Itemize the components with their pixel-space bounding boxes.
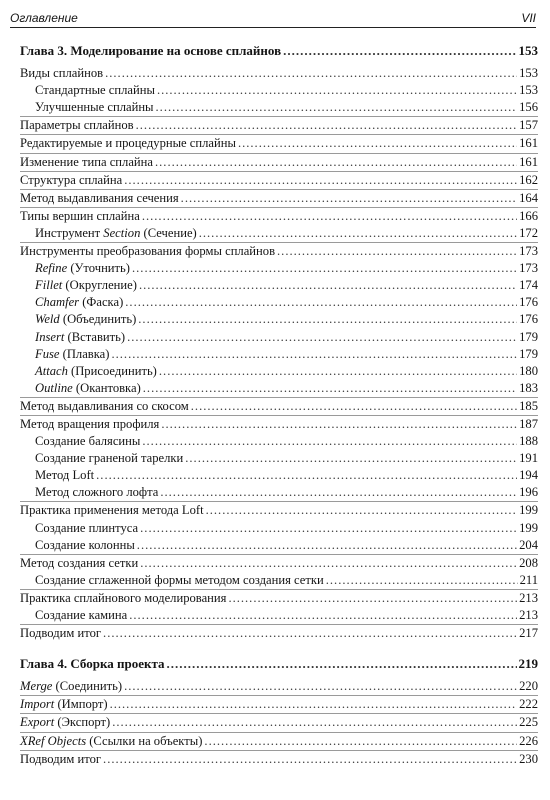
dot-leader [326, 572, 518, 589]
toc-entry-page-number: 173 [519, 261, 538, 276]
toc-entry-title [35, 467, 94, 484]
toc-entry-title [20, 678, 122, 695]
toc-entry-page-number: 176 [519, 295, 538, 310]
dot-leader [127, 329, 517, 346]
toc-entry-page-number: 219 [518, 656, 538, 672]
toc-entry[interactable] [20, 363, 538, 380]
toc-entry-page-number: 208 [519, 555, 538, 570]
toc-entry-title-rest: (Объединить) [59, 312, 137, 327]
toc-entry[interactable] [20, 572, 538, 589]
toc-entry-title [20, 733, 202, 750]
toc-entry[interactable] [20, 467, 538, 484]
toc-entry-page-number: 153 [518, 43, 538, 58]
toc-entry[interactable] [20, 750, 538, 768]
toc-entry-page-number: 217 [519, 626, 538, 641]
toc-entry[interactable] [20, 311, 538, 328]
toc-entry-title-text: Инструменты преобразования формы сплайнов [20, 244, 276, 259]
dot-leader [139, 277, 517, 294]
dot-leader [167, 655, 517, 672]
toc-entry-page-number: 220 [519, 679, 538, 694]
toc-entry[interactable] [20, 329, 538, 346]
toc-entry-title [35, 433, 140, 450]
toc-entry-page-number: 213 [519, 590, 538, 605]
toc-entry-title-italic: Merge [20, 679, 53, 694]
toc-entry-title-text: Практика сплайнового моделирования [20, 590, 227, 605]
dot-leader [228, 590, 517, 607]
dot-leader [132, 260, 517, 277]
toc-entry-title [35, 260, 130, 277]
toc-entry-page-number: 204 [519, 537, 538, 552]
toc-entry-title [35, 380, 141, 397]
dot-leader [160, 484, 517, 501]
dot-leader [238, 135, 517, 152]
toc-entry-title [20, 555, 138, 572]
toc-entry[interactable] [20, 713, 538, 731]
toc-entry-title-text: Глава 4. Сборка проекта [20, 656, 165, 672]
toc-entry-title [35, 225, 197, 242]
toc-entry-title-italic: Section [103, 225, 141, 240]
dot-leader [204, 733, 517, 750]
toc-entry-title-italic: XRef Objects [20, 733, 87, 748]
toc-entry[interactable] [20, 484, 538, 501]
toc-entry-page-number: 188 [519, 434, 538, 449]
toc-entry-page-number: 199 [519, 503, 538, 518]
toc-entry-page-number: 222 [519, 697, 538, 712]
toc-entry-title-rest: (Уточнить) [67, 261, 130, 276]
toc-entry-page-number: 156 [519, 100, 538, 115]
dot-leader [157, 82, 517, 99]
toc-entry-title-text: Практика применения метода Loft [20, 503, 204, 518]
dot-leader [140, 555, 517, 572]
toc-entry[interactable] [20, 294, 538, 311]
toc-entry-title [35, 277, 137, 294]
toc-entry-title [20, 208, 140, 225]
toc-entry[interactable] [20, 537, 538, 554]
toc-entry[interactable] [20, 189, 538, 207]
toc-entry-title-rest: (Фаска) [79, 295, 124, 310]
dot-leader [142, 208, 517, 225]
dot-leader [185, 450, 517, 467]
toc-entry-title [20, 172, 122, 189]
toc-entry-title-text: Метод вращения профиля [20, 416, 160, 431]
toc-entry-title [35, 484, 158, 501]
toc-entry-title-rest: (Округление) [62, 278, 137, 293]
toc-entry-title-text: Создание граненой тарелки [35, 451, 184, 466]
toc-entry-title-text: Стандартные сплайны [35, 83, 155, 98]
toc-entry[interactable] [20, 116, 538, 134]
toc-entry-page-number: 230 [519, 751, 538, 766]
toc-entry-title [35, 450, 183, 467]
toc-entry[interactable] [20, 589, 538, 607]
toc-entry-title [35, 311, 136, 328]
toc-entry-title-text: Улучшенные сплайны [35, 100, 154, 115]
dot-leader [159, 363, 517, 380]
toc-entry-page-number: 199 [519, 520, 538, 535]
toc-entry-title [20, 625, 101, 642]
dot-leader [124, 678, 517, 695]
toc-entry-title-italic: Outline [35, 380, 73, 395]
toc-entry[interactable] [20, 153, 538, 171]
toc-entry-title-text: Метод выдавливания со скосом [20, 398, 189, 413]
toc-entry-title [20, 135, 236, 152]
toc-entry-title [20, 655, 165, 672]
dot-leader [181, 190, 517, 207]
dot-leader [138, 311, 517, 328]
toc-entry-title-rest: (Окантовка) [72, 380, 141, 395]
toc-entry-title-rest: (Присоединить) [67, 363, 157, 378]
toc-entry[interactable] [20, 433, 538, 450]
toc-entry[interactable] [20, 242, 538, 260]
toc-entry[interactable] [20, 277, 538, 294]
toc-entry-title [20, 502, 204, 519]
toc-entry-page-number: 174 [519, 278, 538, 293]
toc-entry-page-number: 180 [519, 363, 538, 378]
toc-entry-title [20, 714, 110, 731]
toc-entry-title [35, 346, 109, 363]
toc-entry-title [20, 154, 153, 171]
toc-entry-title-text: Изменение типа сплайна [20, 154, 153, 169]
toc-entry-page-number: 161 [519, 154, 538, 169]
toc-entry-title-rest: (Сечение) [140, 225, 197, 240]
toc-entry-title [35, 607, 127, 624]
dot-leader [199, 225, 517, 242]
dot-leader [96, 467, 517, 484]
toc-entry-title-text: Инструмент [35, 225, 104, 240]
dot-leader [283, 42, 516, 59]
toc-entry-page-number: 225 [519, 715, 538, 730]
toc-entry-title-rest: (Ссылки на объекты) [86, 733, 203, 748]
dot-leader [105, 65, 517, 82]
dot-leader [103, 625, 517, 642]
toc-entry-title-text: Метод выдавливания сечения [20, 190, 179, 205]
dot-leader [191, 398, 517, 415]
toc-entry-title-text: Глава 3. Моделирование на основе сплайнов [20, 43, 282, 58]
toc-entry-title-rest: (Импорт) [54, 697, 108, 712]
dot-leader [277, 243, 517, 260]
dot-leader [129, 607, 517, 624]
toc-entry-title [35, 294, 123, 311]
toc-entry-page-number: 176 [519, 312, 538, 327]
toc-entry[interactable] [20, 260, 538, 277]
toc-entry-title-text: Виды сплайнов [20, 66, 104, 81]
toc-entry-page-number: 173 [519, 244, 538, 259]
toc-entry-title-italic: Export [20, 715, 55, 730]
toc-entry-page-number: 153 [519, 83, 538, 98]
toc-entry[interactable] [20, 501, 538, 519]
running-header [10, 8, 536, 28]
toc-entry-title [35, 82, 155, 99]
toc-entry-title-italic: Insert [35, 329, 65, 344]
dot-leader [112, 714, 517, 731]
toc-entry[interactable] [20, 415, 538, 433]
toc-entry[interactable] [20, 99, 538, 116]
dot-leader [103, 751, 517, 768]
toc-entry[interactable] [20, 207, 538, 225]
dot-leader [143, 380, 517, 397]
toc-entry-page-number: 153 [519, 66, 538, 81]
toc-entry[interactable] [20, 171, 538, 189]
toc-entry[interactable] [20, 82, 538, 99]
chapter-spacer [20, 642, 538, 655]
toc-entry[interactable] [20, 450, 538, 467]
toc-entry-title [35, 329, 125, 346]
toc-entry[interactable] [20, 225, 538, 242]
toc-chapter-entry[interactable] [20, 42, 538, 59]
toc-entry-page-number: 166 [519, 208, 538, 223]
dot-leader [161, 416, 517, 433]
dot-leader [137, 537, 517, 554]
toc-entry-page-number: 179 [519, 329, 538, 344]
toc-entry-title [20, 590, 226, 607]
toc-entry-title-italic: Weld [35, 312, 60, 327]
toc-entry-page-number: 191 [519, 451, 538, 466]
toc-entry-title-text: Структура сплайна [20, 172, 123, 187]
toc-entry-page-number: 187 [519, 416, 538, 431]
toc-entry-title [20, 416, 159, 433]
toc-entry-page-number: 194 [519, 468, 538, 483]
dot-leader [124, 172, 517, 189]
toc-entry-title-text: Метод Loft [35, 468, 95, 483]
toc-entry-page-number: 172 [519, 225, 538, 240]
toc-entry-title-rest: (Вставить) [64, 329, 126, 344]
table-of-contents [20, 42, 538, 768]
toc-entry-title [20, 398, 189, 415]
toc-entry-title-text: Создание камина [35, 608, 128, 622]
toc-entry-title [20, 751, 101, 768]
toc-entry-title [35, 520, 138, 537]
toc-entry-title-italic: Refine [35, 261, 68, 276]
toc-entry-page-number: 211 [519, 572, 538, 587]
toc-entry-title-text: Создание балясины [35, 434, 141, 449]
toc-entry-title-text: Подводим итог [20, 751, 102, 766]
toc-entry-title [35, 572, 324, 589]
dot-leader [142, 433, 517, 450]
toc-entry-title [20, 243, 275, 260]
toc-entry[interactable] [20, 520, 538, 537]
dot-leader [206, 502, 518, 519]
toc-entry-page-number: 164 [519, 190, 538, 205]
toc-entry-title-italic: Chamfer [35, 295, 80, 310]
toc-entry[interactable] [20, 397, 538, 415]
toc-chapter-entry[interactable] [20, 655, 538, 672]
toc-entry[interactable] [20, 134, 538, 152]
toc-entry-title [20, 117, 134, 134]
toc-entry[interactable] [20, 624, 538, 642]
toc-entry-title-italic: Fillet [35, 278, 63, 293]
dot-leader [110, 696, 518, 713]
toc-entry-page-number: 226 [519, 733, 538, 748]
toc-entry-page-number: 183 [519, 380, 538, 395]
header-section-title: Оглавление [10, 11, 78, 25]
toc-entry-title-italic: Fuse [35, 346, 60, 361]
dot-leader [111, 346, 517, 363]
toc-entry-title-rest: (Экспорт) [54, 715, 111, 730]
toc-entry[interactable] [20, 346, 538, 363]
toc-entry-title [35, 99, 154, 116]
toc-entry-title [35, 363, 157, 380]
toc-entry[interactable] [20, 554, 538, 572]
toc-entry-title-text: Создание сглаженной формы методом создания сетки [35, 572, 324, 587]
toc-entry-title [20, 42, 281, 59]
toc-entry-title [20, 190, 179, 207]
toc-entry-page-number: 161 [519, 136, 538, 151]
toc-entry[interactable] [20, 380, 538, 397]
toc-entry-title-italic: Attach [35, 363, 68, 378]
toc-entry-title-text: Подводим итог [20, 626, 102, 641]
dot-leader [140, 520, 517, 537]
toc-entry-page-number: 157 [519, 118, 538, 133]
dot-leader [125, 294, 517, 311]
toc-entry-title-text: Создание плинтуса [35, 520, 139, 535]
toc-entry-title-text: Создание колонны [35, 537, 135, 552]
toc-entry-title-text: Метод создания сетки [20, 555, 139, 570]
toc-entry-page-number: 213 [519, 608, 538, 622]
toc-entry-title-rest: (Соединить) [52, 679, 123, 694]
dot-leader [136, 117, 517, 134]
toc-entry-title [35, 537, 135, 554]
toc-entry-title-italic: Import [20, 697, 55, 712]
toc-entry-page-number: 162 [519, 172, 538, 187]
toc-entry-title-text: Редактируемые и процедурные сплайны [20, 136, 236, 151]
dot-leader [156, 99, 518, 116]
toc-entry[interactable] [20, 695, 538, 713]
toc-entry-title [20, 65, 103, 82]
toc-entry-title-text: Параметры сплайнов [20, 118, 134, 133]
toc-entry[interactable] [20, 732, 538, 750]
toc-entry-title-rest: (Плавка) [59, 346, 110, 361]
toc-entry-title-text: Типы вершин сплайна [20, 208, 140, 223]
dot-leader [155, 154, 517, 171]
toc-entry-page-number: 179 [519, 346, 538, 361]
toc-entry-page-number: 185 [519, 398, 538, 413]
header-page-number: VII [521, 11, 536, 25]
toc-entry[interactable] [20, 607, 538, 624]
toc-entry[interactable] [20, 678, 538, 695]
toc-entry-title [20, 696, 108, 713]
toc-entry-title-text: Метод сложного лофта [35, 485, 159, 500]
toc-entry[interactable] [20, 65, 538, 82]
toc-entry-page-number: 196 [519, 485, 538, 500]
